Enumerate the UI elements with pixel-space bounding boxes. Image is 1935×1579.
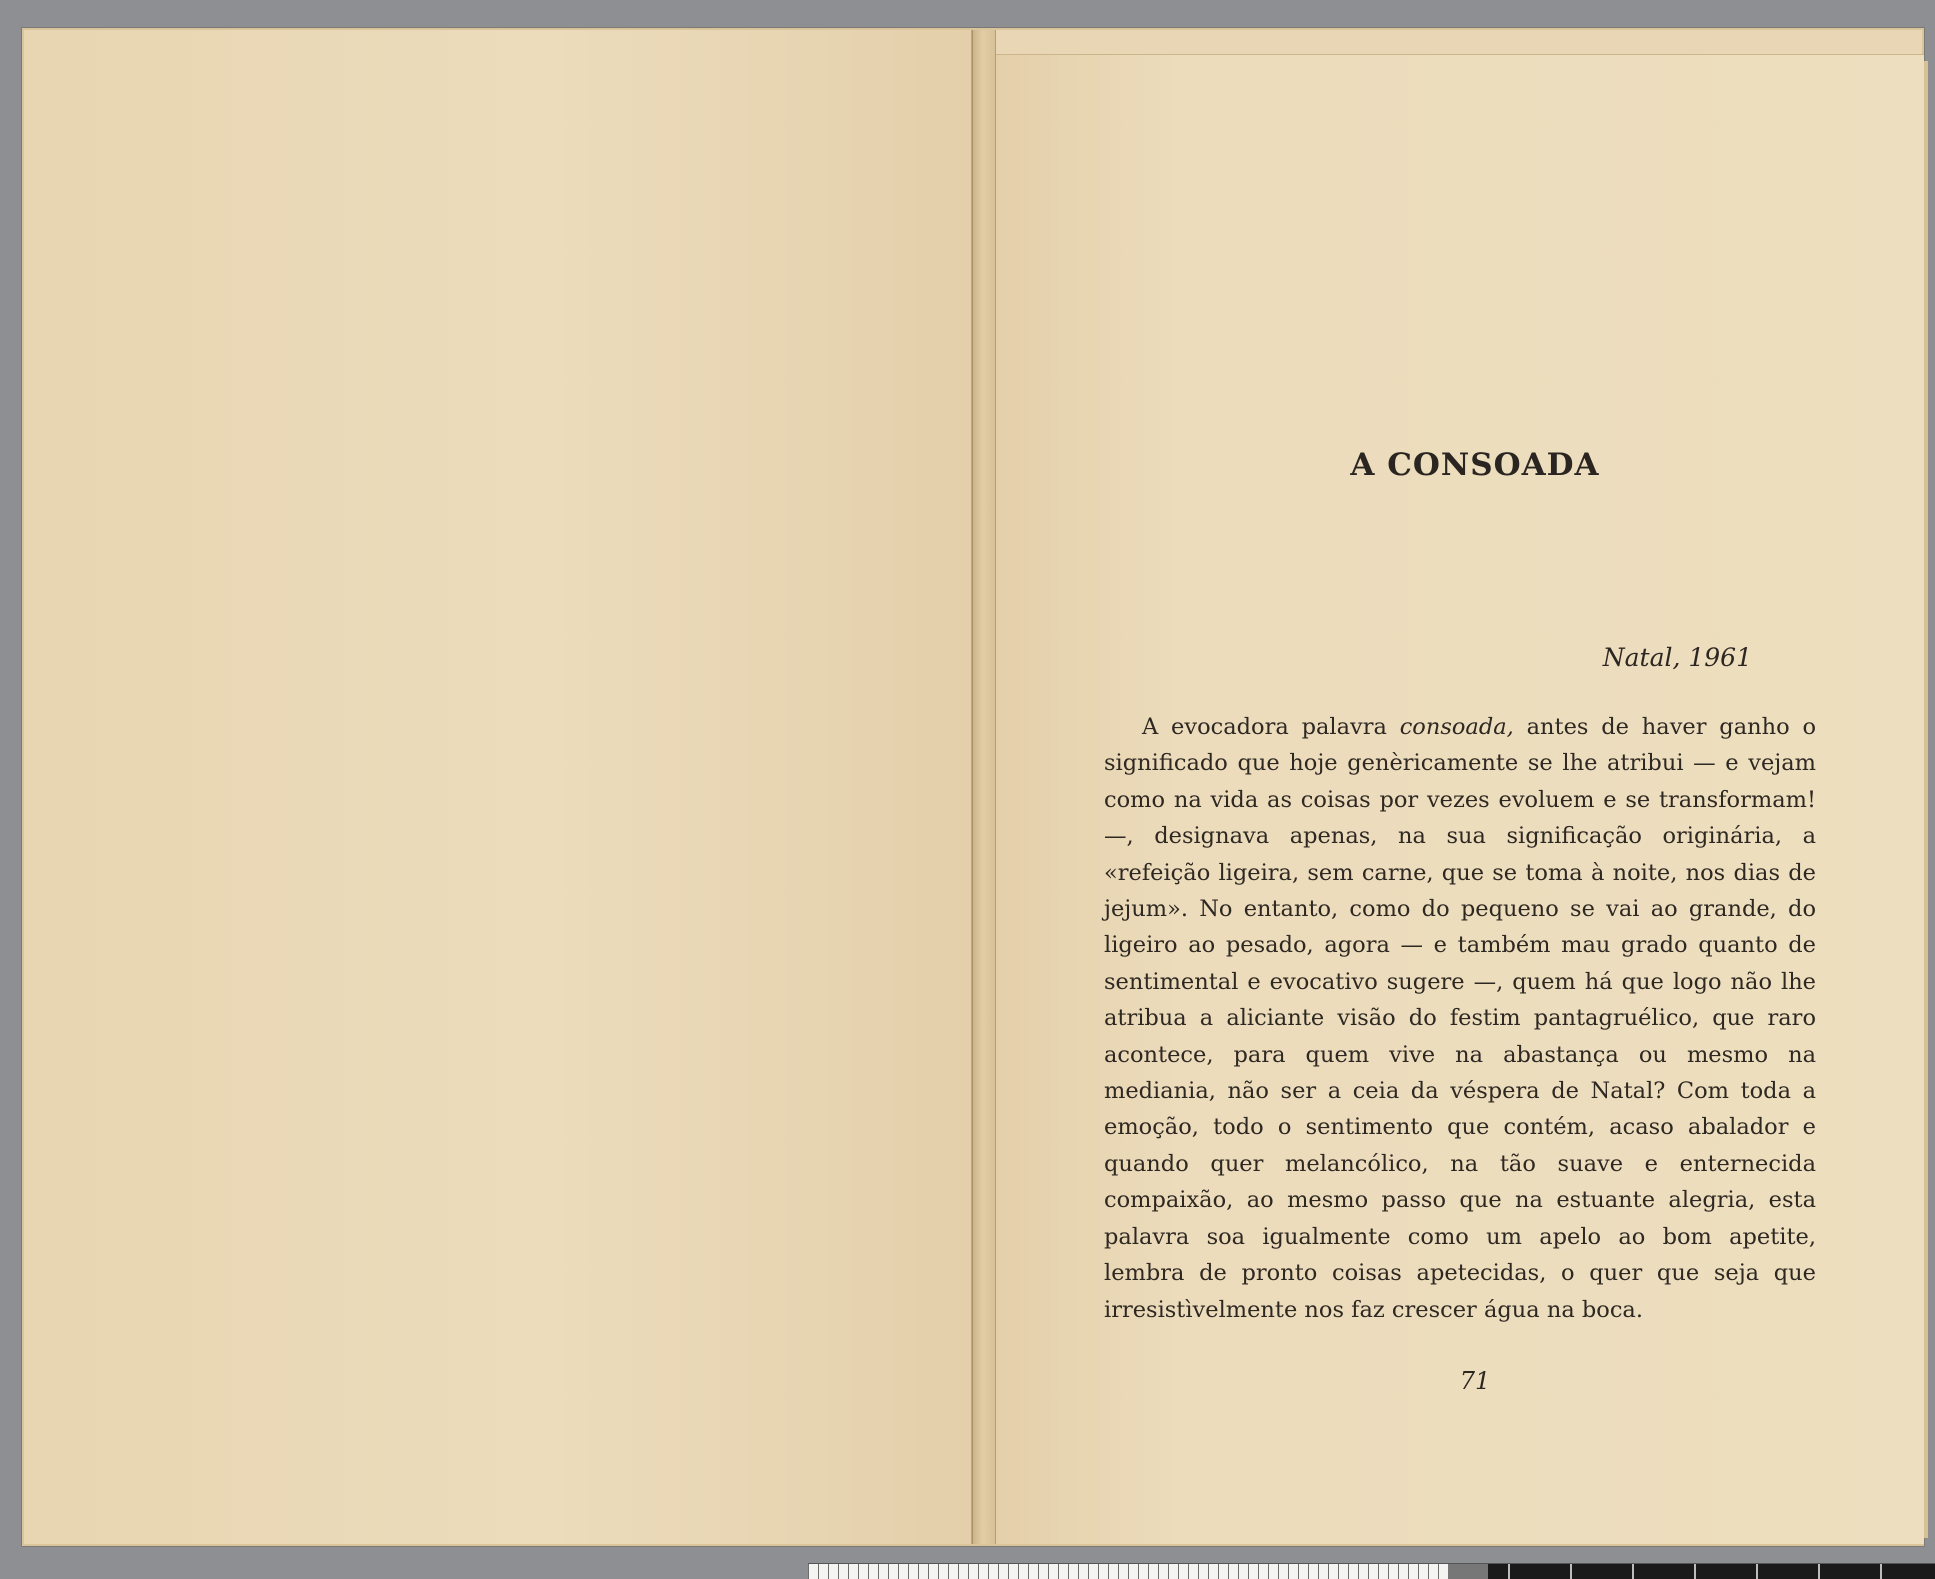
paragraph-emphasis: consoada,	[1399, 714, 1514, 740]
chapter-title: A CONSOADA	[1350, 447, 1600, 483]
paragraph-rest: antes de haver ganho o significado que hoje genèricamente se lhe atribui — e vejam como na vida as coisas por vezes evoluem e se transformam! —, designava apenas, na sua significação originária, a «refeição ligeira, sem carne, que se toma à noite, nos dias de jejum». No entanto, como do pequeno se vai ao grande, do ligeiro ao pesado, agora — e também mau grado quanto de sentimental e evocativo sugere —, quem há que logo não lhe atribua a aliciante visão do festim pantagruélico, que raro acontece, para quem vive na abastança ou mesmo na mediania, não ser a ceia da véspera de Natal? Com toda a emoção, todo o sentimento que contém, acaso abalador e quando quer melancólico, na tão suave e enternecida compaixão, ao mesmo passo que na estuante alegria, esta palavra soa igualmente como um apelo ao bom apetite, lembra de pronto coisas apetecidas, o quer que seja que irresistìvelmente nos faz crescer água na boca.	[1104, 714, 1816, 1323]
paragraph-lead: A evocadora palavra	[1142, 714, 1400, 740]
body-paragraph	[1104, 709, 1816, 1328]
scale-ruler	[808, 1563, 1935, 1579]
left-page-blank	[24, 30, 972, 1544]
book-gutter	[972, 30, 996, 1544]
open-book	[22, 28, 1924, 1546]
dateline: Natal, 1961	[1602, 643, 1752, 672]
ruler-ticks	[808, 1564, 1448, 1579]
right-page	[996, 54, 1924, 1544]
ruler-grey-segment	[1448, 1564, 1488, 1579]
ruler-dark-segment	[1448, 1564, 1935, 1579]
page-number: 71	[1459, 1367, 1491, 1395]
